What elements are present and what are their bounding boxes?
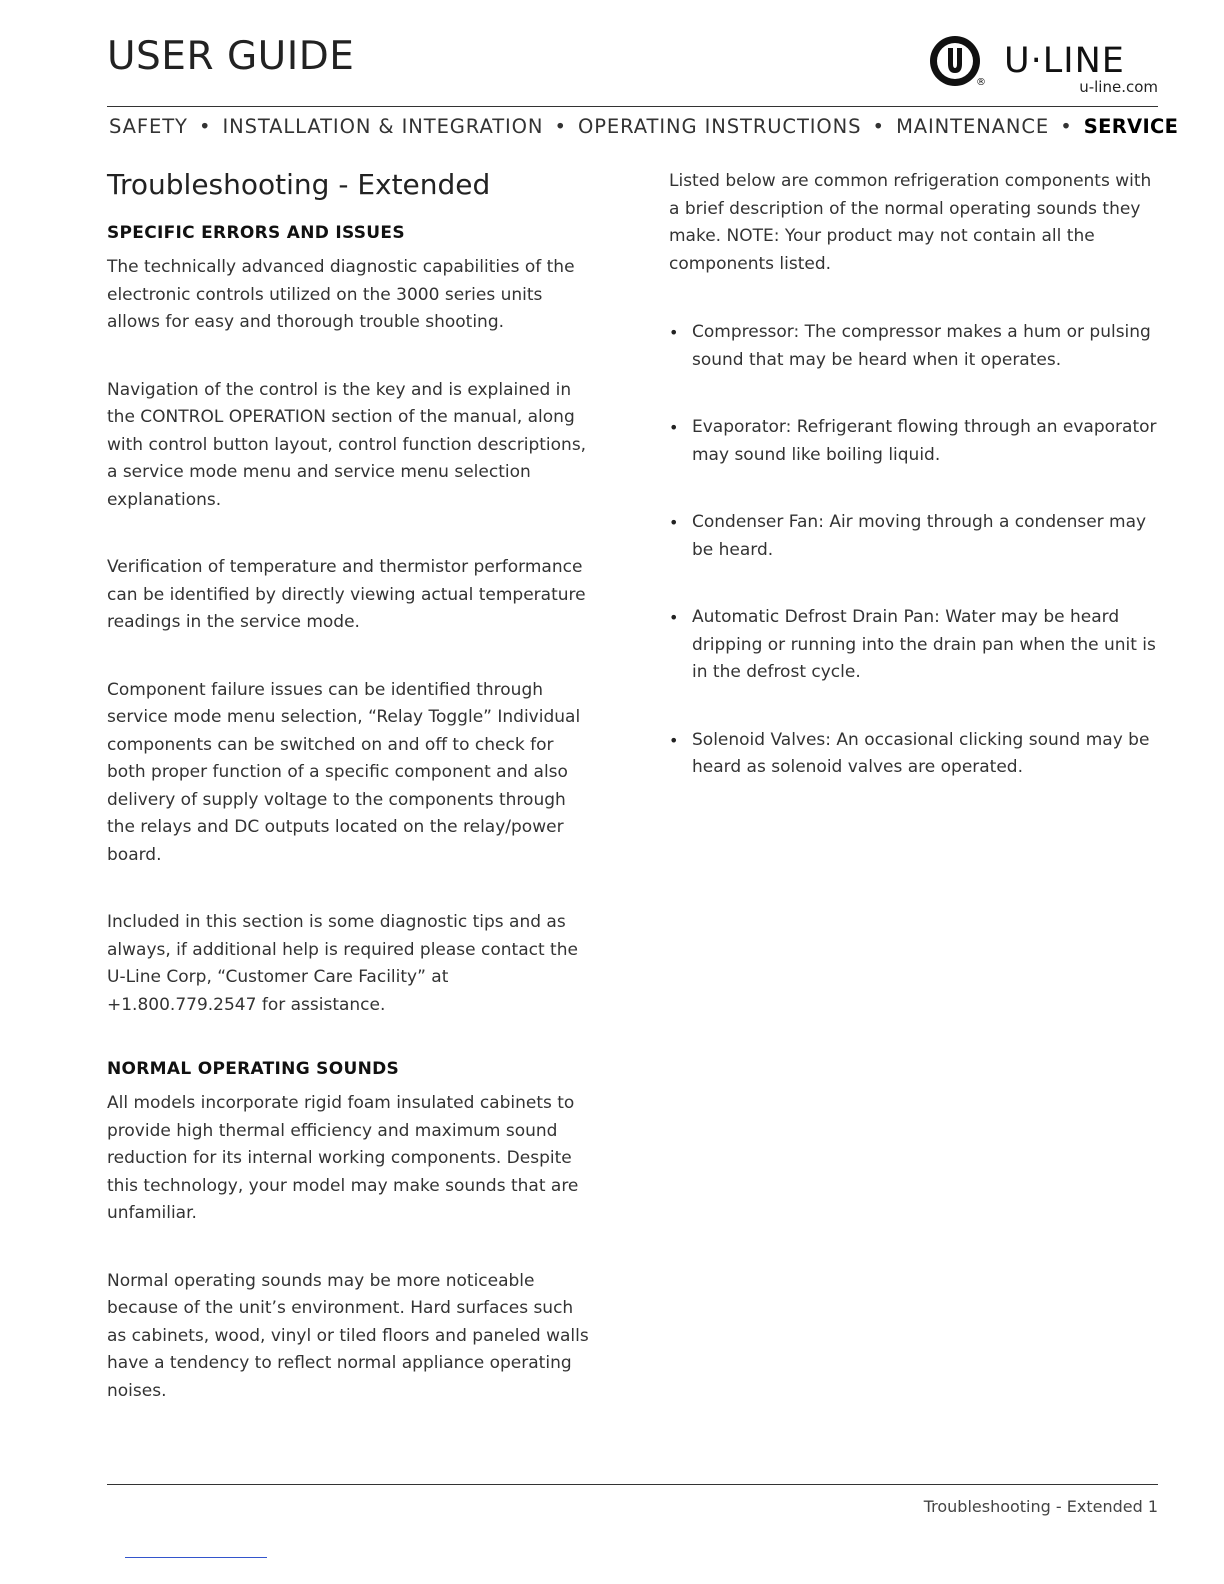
page-title: Troubleshooting - Extended	[107, 168, 491, 201]
bullet-icon: •	[669, 323, 679, 342]
specific-errors-heading: SPECIFIC ERRORS AND ISSUES	[107, 223, 405, 243]
bullet-icon: •	[669, 608, 679, 627]
normal-sounds-heading: NORMAL OPERATING SOUNDS	[107, 1059, 400, 1079]
registered-mark: ®	[976, 77, 986, 88]
uline-logo-icon	[928, 34, 982, 88]
components-intro: Listed below are common refrigeration components with a brief description of the normal operating sounds they make. NOTE: Your product may not contain all the components listed.	[669, 171, 1152, 274]
list-item	[669, 319, 1161, 374]
nav-separator: •	[872, 115, 885, 138]
paragraph: Included in this section is some diagnostic tips and as always, if additional help is required please contact the U-Line Corp, “Customer Care Facility” at +1.800.779.2547 for assistance.	[107, 912, 578, 1015]
list-item	[669, 414, 1161, 469]
nav-item-safety[interactable]: SAFETY	[109, 115, 188, 138]
header-divider	[107, 106, 1158, 107]
site-url[interactable]: u-line.com	[1079, 78, 1158, 96]
paragraph: Component failure issues can be identified through service mode menu selection, “Relay Toggle” Individual components can be switched on and off to check for both proper function of a specific component and also delivery of supply voltage to the components through the relays and DC outputs located on the relay/power board.	[107, 679, 581, 865]
page-footer: Troubleshooting - Extended 1	[923, 1497, 1158, 1516]
nav-item-maintenance[interactable]: MAINTENANCE	[896, 115, 1050, 138]
paragraph: Verification of temperature and thermistor performance can be identified by directly viewing actual temperature readings in the service mode.	[107, 557, 586, 632]
paragraph: All models incorporate rigid foam insulated cabinets to provide high thermal efficiency and maximum sound reduction for its internal working components. Despite this technology, your model may make sounds that are unfamiliar.	[107, 1093, 579, 1223]
nav-separator: •	[198, 115, 212, 138]
nav-item-installation[interactable]: INSTALLATION & INTEGRATION	[222, 115, 544, 138]
list-item-text: Automatic Defrost Drain Pan: Water may be heard dripping or running into the drain pan when the unit is in the defrost cycle.	[692, 607, 1156, 682]
footnote-rule	[125, 1557, 267, 1558]
list-item	[669, 727, 1161, 782]
nav-separator: •	[1060, 115, 1073, 138]
nav-separator: •	[554, 115, 567, 138]
nav-item-operating[interactable]: OPERATING INSTRUCTIONS	[578, 115, 862, 138]
section-nav	[109, 115, 1179, 138]
bullet-icon: •	[669, 513, 679, 532]
bullet-icon: •	[669, 730, 679, 750]
brand-wordmark: U·LINE	[1004, 41, 1125, 81]
page-header-title: USER GUIDE	[107, 34, 355, 79]
paragraph: The technically advanced diagnostic capabilities of the electronic controls utilized on the 3000 series units allows for easy and thorough trouble shooting.	[107, 257, 575, 332]
right-column	[669, 168, 1161, 822]
list-item-text: Compressor: The compressor makes a hum or pulsing sound that may be heard when it operates.	[692, 322, 1151, 370]
list-item	[669, 604, 1161, 687]
list-item	[669, 509, 1161, 564]
nav-item-service[interactable]: SERVICE	[1083, 115, 1179, 138]
paragraph: Normal operating sounds may be more noticeable because of the unit’s environment. Hard surfaces such as cabinets, wood, vinyl or tiled floors and paneled walls have a tendency to reflect normal appliance operating noises.	[107, 1270, 589, 1401]
list-item-text: Solenoid Valves: An occasional clicking sound may be heard as solenoid valves are operated.	[692, 729, 1150, 777]
footer-divider	[107, 1484, 1158, 1485]
bullet-icon: •	[669, 418, 679, 437]
left-column	[107, 168, 597, 1445]
list-item-text: Condenser Fan: Air moving through a condenser may be heard.	[692, 512, 1147, 560]
components-list	[669, 319, 1161, 782]
list-item-text: Evaporator: Refrigerant flowing through an evaporator may sound like boiling liquid.	[692, 417, 1157, 465]
paragraph: Navigation of the control is the key and is explained in the CONTROL OPERATION section of the manual, along with control button layout, control function descriptions, a service mode menu and service menu selection explanations.	[107, 379, 587, 510]
